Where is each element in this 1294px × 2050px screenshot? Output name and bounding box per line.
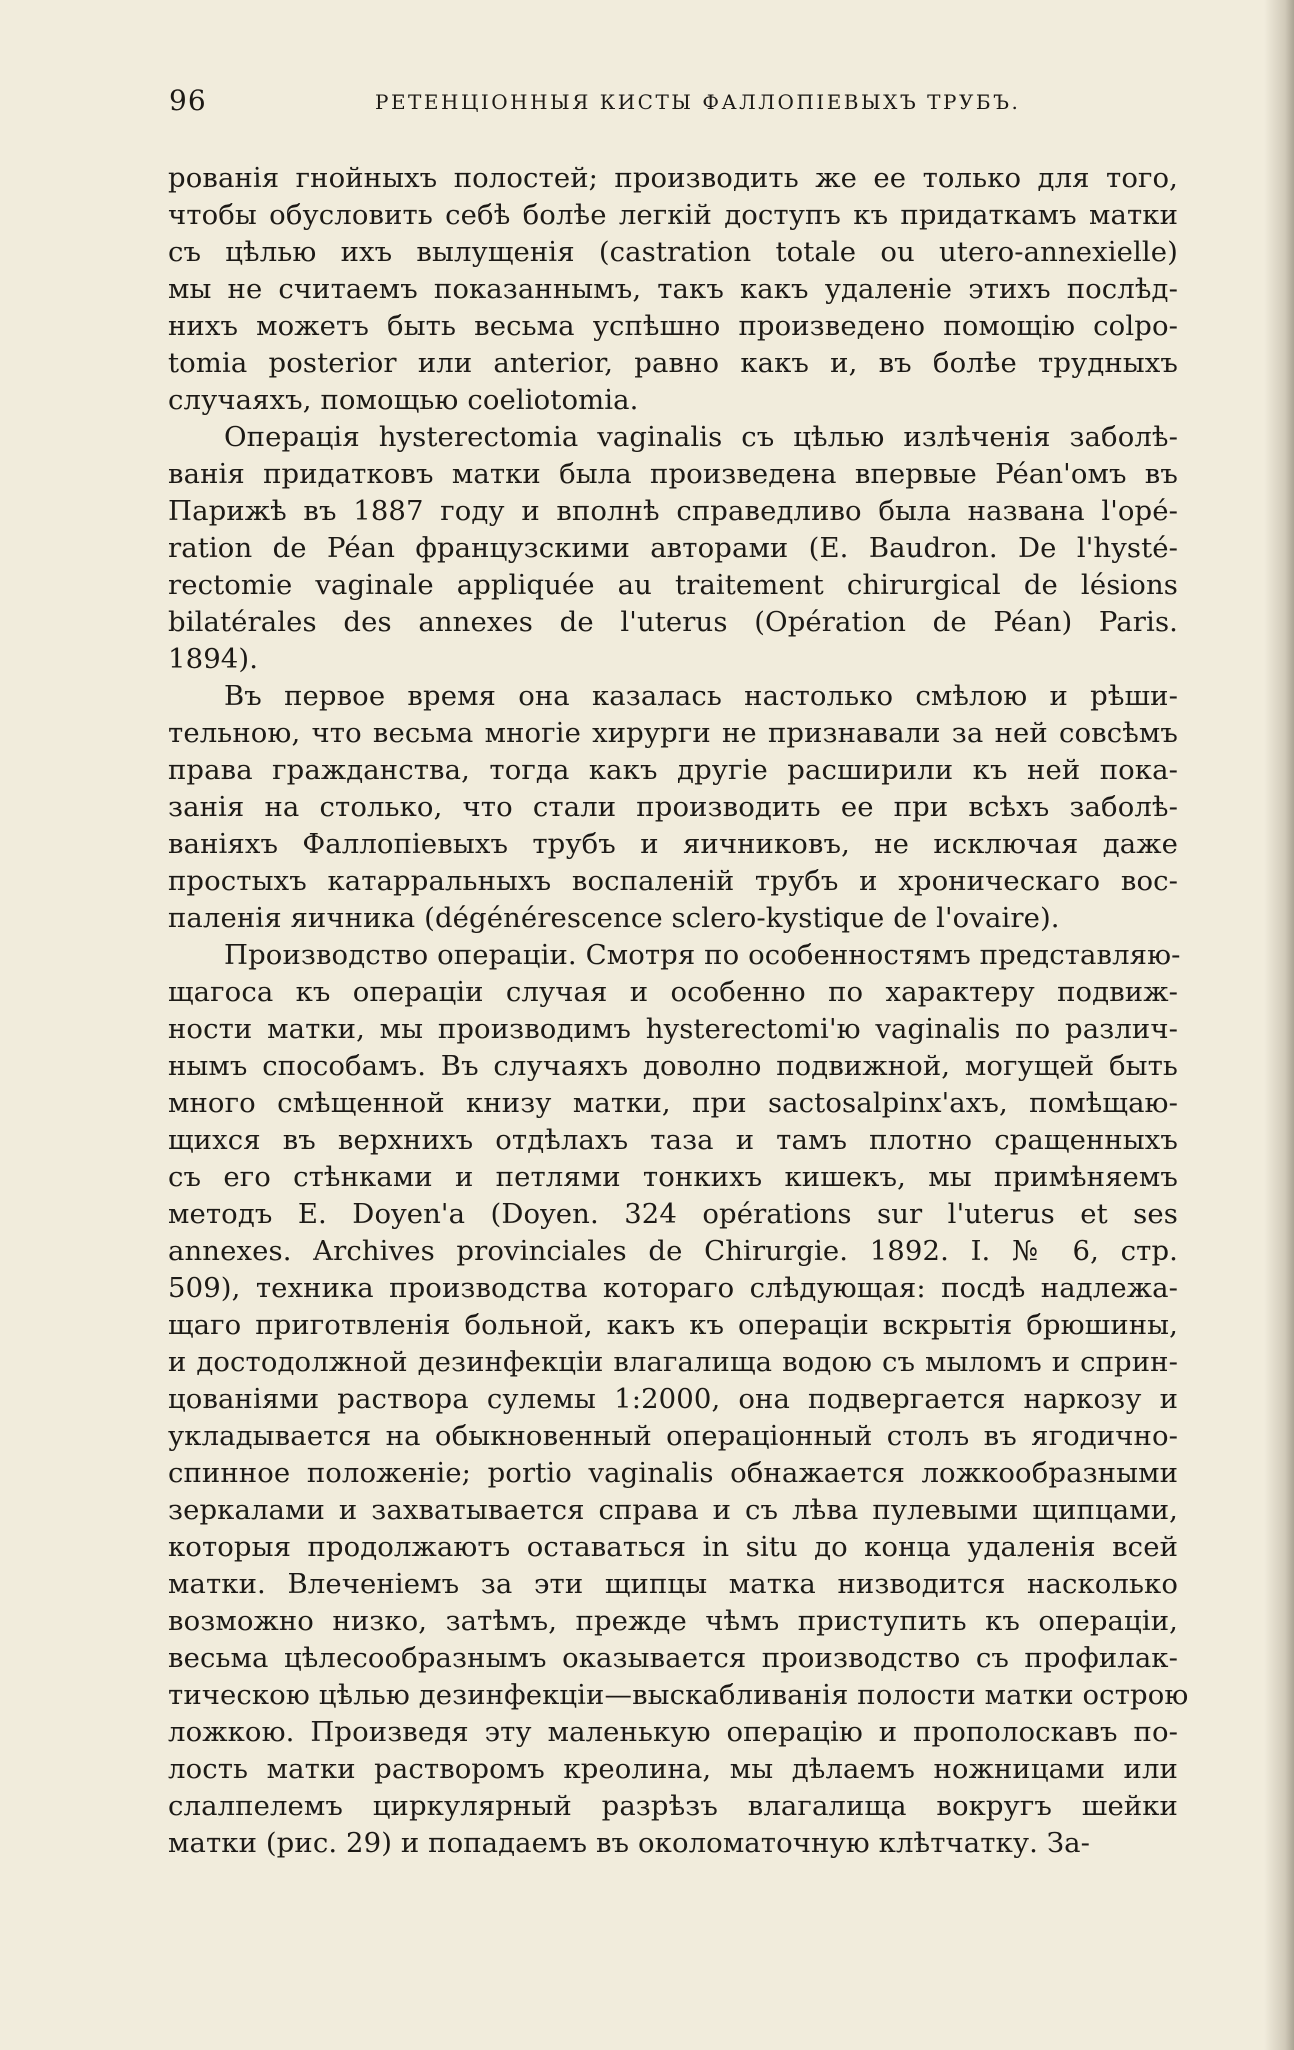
text-line: случаяхъ, помощью coeliotomia. <box>168 384 639 416</box>
paragraph <box>168 160 1178 419</box>
text-line: методъ E. Doyen'a (Doyen. 324 opérations sur l'uterus et ses <box>168 1198 1178 1230</box>
text-line: много смѣщенной книзу матки, при sactosalpinx'ахъ, помѣщаю- <box>168 1087 1178 1119</box>
text-line: права гражданства, тогда какъ другіе расширили къ ней пока- <box>168 754 1178 786</box>
text-line: нымъ способамъ. Въ случаяхъ доволно подвижной, могущей быть <box>168 1050 1178 1082</box>
text-line: 1894). <box>168 643 259 675</box>
text-line: весьма цѣлесообразнымъ оказывается производство съ профилак- <box>168 1642 1178 1674</box>
paragraph <box>168 678 1178 937</box>
text-line: мы не считаемъ показаннымъ, такъ какъ удаленіе этихъ послѣд- <box>168 273 1178 305</box>
text-line: ration de Péan французскими авторами (E. Baudron. De l'hysté- <box>168 532 1178 564</box>
text-line: Операція hysterectomia vaginalis съ цѣлью излѣченія заболѣ- <box>224 421 1178 453</box>
text-line: Производство операціи. Смотря по особенностямъ представляю- <box>224 939 1181 971</box>
text-line: укладывается на обыкновенный операціонный столъ въ ягодично- <box>168 1420 1178 1452</box>
text-line: чтобы обусловить себѣ болѣе легкій доступъ къ придаткамъ матки <box>168 199 1178 231</box>
text-line: занія на столько, что стали производить ее при всѣхъ заболѣ- <box>168 791 1178 823</box>
text-line: матки. Влеченіемъ за эти щипцы матка низводится насколько <box>168 1568 1178 1600</box>
text-line: цованіями раствора сулемы 1:2000, она подвергается наркозу и <box>168 1383 1178 1415</box>
text-line: матки (рис. 29) и попадаемъ въ околоматочную клѣтчатку. За- <box>168 1827 1090 1859</box>
running-title: РЕТЕНЦІОННЫЯ КИСТЫ ФАЛЛОПІЕВЫХЪ ТРУБЪ. <box>375 90 1021 114</box>
text-line: съ цѣлью ихъ вылущенія (castration totale ou utero-annexielle) <box>168 236 1178 268</box>
text-line: Въ первое время она казалась настолько смѣлою и рѣши- <box>224 680 1178 712</box>
text-line: нихъ можетъ быть весьма успѣшно произведено помощію colpo- <box>168 310 1178 342</box>
body-text <box>168 160 1189 1862</box>
text-line: которыя продолжаютъ оставаться in situ до конца удаленія всей <box>168 1531 1178 1563</box>
text-line: зеркалами и захватывается справа и съ лѣва пулевыми щипцами, <box>168 1494 1178 1526</box>
page-header <box>165 84 1175 124</box>
paragraph <box>168 937 1189 1862</box>
page-edge-shadow <box>1264 0 1294 2050</box>
text-line: ваніяхъ Фаллопіевыхъ трубъ и яичниковъ, не исключая даже <box>168 828 1178 860</box>
text-line: съ его стѣнками и петлями тонкихъ кишекъ, мы примѣняемъ <box>168 1161 1178 1193</box>
text-line: рованія гнойныхъ полостей; производить же ее только для того, <box>168 162 1178 194</box>
text-line: tomia posterior или anterior, равно какъ и, въ болѣе трудныхъ <box>168 347 1178 379</box>
text-line: слалпелемъ циркулярный разрѣзъ влагалища вокругъ шейки <box>168 1790 1178 1822</box>
text-line: ванія придатковъ матки была произведена впервые Péan'омъ въ <box>168 458 1178 490</box>
text-line: тельною, что весьма многіе хирурги не признавали за ней совсѣмъ <box>168 717 1178 749</box>
text-line: и достодолжной дезинфекціи влагалища водою съ мыломъ и сприн- <box>168 1346 1178 1378</box>
text-line: щихся въ верхнихъ отдѣлахъ таза и тамъ плотно сращенныхъ <box>168 1124 1178 1156</box>
text-line: простыхъ катарральныхъ воспаленій трубъ и хроническаго вос- <box>168 865 1178 897</box>
text-line: спинное положеніе; portio vaginalis обнажается ложкообразными <box>168 1457 1178 1489</box>
text-line: щагоса къ операціи случая и особенно по характеру подвиж- <box>168 976 1178 1008</box>
text-line: тическою цѣлью дезинфекціи—выскабливанія полости матки острою <box>168 1679 1189 1711</box>
paragraph <box>168 419 1178 678</box>
text-line: возможно низко, затѣмъ, прежде чѣмъ приступить къ операціи, <box>168 1605 1178 1637</box>
text-line: паленія яичника (dégénérescence sclero-kystique de l'ovaire). <box>168 902 1060 934</box>
page-number: 96 <box>169 84 207 117</box>
text-line: ложкою. Произведя эту маленькую операцію и прополоскавъ по- <box>168 1716 1178 1748</box>
text-line: Парижѣ въ 1887 году и вполнѣ справедливо была названа l'opé- <box>168 495 1178 527</box>
text-line: annexes. Archives provinciales de Chirurgie. 1892. I. № 6, стр. <box>168 1235 1178 1267</box>
text-line: bilatérales des annexes de l'uterus (Opération de Péan) Paris. <box>168 606 1178 638</box>
text-line: 509), техника производства котораго слѣдующая: посдѣ надлежа- <box>168 1272 1178 1304</box>
text-line: лость матки растворомъ креолина, мы дѣлаемъ ножницами или <box>168 1753 1178 1785</box>
text-line: rectomie vaginale appliquée au traitement chirurgical de lésions <box>168 569 1178 601</box>
text-line: ности матки, мы производимъ hysterectomi'ю vaginalis по различ- <box>168 1013 1178 1045</box>
text-line: щаго приготвленія больной, какъ къ операціи вскрытія брюшины, <box>168 1309 1178 1341</box>
